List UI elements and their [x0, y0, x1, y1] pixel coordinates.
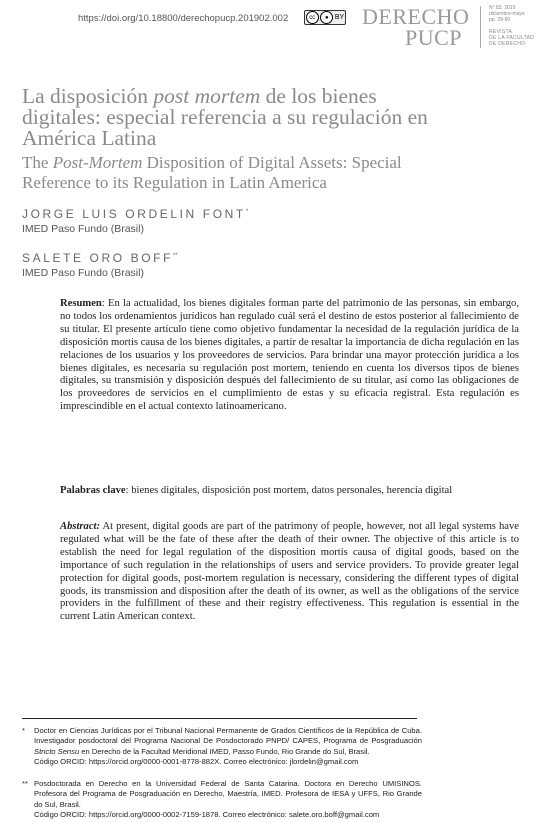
journal-desc-line: DE DERECHO — [489, 41, 526, 48]
abstract-text: At present, digital goods are part of the patrimony of people, however, not all legal systems have regulated what will be the fate of these after the death of their owner. The objective of this article is to establish the need for legal regulation of the disposition mortis causa of digital goods, based on the importance of such regulation in the relationships of users and service providers. To provide greater legal protection for digital goods, post-mortem regulation is necessary, considering the different types of digital goods, its transmission and disposition after the death of its owner, as well as the obligations of the service providers in the fulfillment of these and their registry effectiveness. This regulation is essential in the current Latin American context. — [60, 521, 519, 623]
author-name — [22, 207, 248, 221]
footnote-body — [34, 726, 422, 767]
footnote — [22, 779, 422, 820]
abstract-paragraph — [60, 521, 519, 624]
footnote-text: Posdoctorada en Derecho en la Universidad Federal de Santa Catarina. Doctora en Derecho UMISINOS. Profesora del Programa de Posgraduación en Derecho, Maestría, IMED. Profesora de IESA y UFFS, Rio Grande do Sul, Brasil. — [34, 779, 422, 809]
journal-description — [489, 29, 534, 48]
footnote-mark[interactable]: ** — [173, 253, 178, 259]
author-name-text: JORGE LUIS ORDELIN FONT — [22, 207, 246, 221]
resumen-label: Resumen — [60, 298, 102, 309]
title-text: de los bienes digitales: especial referencia a su regulación en América Latina — [22, 84, 428, 150]
title-spanish — [22, 86, 442, 149]
issue-pages: pp. 29-60 — [489, 17, 511, 24]
title-italic: post mortem — [153, 84, 261, 108]
author-name — [22, 251, 178, 265]
footnote-rule — [22, 718, 417, 719]
issue-period: diciembre-mayo — [489, 11, 525, 18]
logo-divider — [480, 6, 481, 48]
author-affiliation: IMED Paso Fundo (Brasil) — [22, 267, 144, 279]
footnote-mark: ** — [22, 779, 28, 788]
title-text: Disposition of Digital Assets: Special Reference to its Regulation in Latin America — [22, 153, 402, 192]
author-affiliation: IMED Paso Fundo (Brasil) — [22, 223, 144, 235]
issue-number: N° 83, 2019 — [489, 5, 516, 11]
by-icon: ● — [320, 11, 333, 24]
journal-logo-pucp: PUCP — [405, 25, 463, 50]
footnote-italic: Stricto Sensu — [34, 746, 80, 756]
footnote-text: Doctor en Ciencias Jurídicas por el Tribunal Nacional Permanente de Grados Científicos de la República de Cuba. Investigador posdoctoral del Programa Nacional De Posdoctorado PNPD/ CAPES, Programa de Posgraduación — [34, 726, 422, 746]
author-name-text: SALETE ORO BOFF — [22, 251, 174, 265]
footnote-mark[interactable]: * — [245, 209, 249, 215]
resumen-paragraph — [60, 298, 519, 414]
title-english — [22, 153, 442, 193]
journal-desc-line: REVISTA — [489, 29, 513, 35]
footnote-orcid[interactable]: Código ORCID: https://orcid.org/0000-0001-8778-882X. Correo electrónico: jlordelin@gmail.com — [34, 756, 359, 766]
footnote-mark: * — [22, 726, 25, 735]
creative-commons-badge — [304, 10, 346, 25]
cc-icon: cc — [306, 11, 319, 24]
abstract-label: Abstract: — [60, 521, 101, 532]
cc-by-label: BY — [334, 14, 345, 21]
footnote-orcid[interactable]: Código ORCID: https://orcid.org/0000-0002-7159-1878. Correo electrónico: salete.oro.boff@gmail.com — [34, 809, 380, 819]
footnote-text: en Derecho de la Facultad Meridional IMED, Passo Fundo, Rio Grande do Sul, Brasil. — [79, 746, 370, 756]
journal-desc-line: DE LA FACULTAD — [489, 35, 535, 42]
title-text: The — [22, 153, 53, 172]
footnote-body — [34, 779, 422, 820]
resumen-text: : En la actualidad, los bienes digitales forman parte del patrimonio de las personas, sin embargo, no todos los ordenamientos jurídicos han regulado cuál será el destino de estos posterior al fallecimiento de su titular. El presente artículo tiene como objetivo fundamentar la necesidad de la regulación jurídica de la disposición mortis causa de los bienes digitales, a partir de resaltar la importancia de dicha regulación en las relaciones de los usuarios y los proveedores de servicios. Para brindar una mayor protección jurídica a los bienes digitales, es necesaria su regulación post mortem, teniendo en cuenta los diversos tipos de bienes digitales, su transmisión y disposición después del fallecimiento de su titular, así como las obligaciones de los proveedores de servicios en el cumplimiento de estas y su eficacia registral. Esta regulación es imprescindible en el actual contexto latinoamericano. — [60, 298, 519, 413]
footnote — [22, 726, 422, 767]
title-text: La disposición — [22, 84, 154, 108]
title-italic: Post-Mortem — [52, 153, 143, 172]
keywords-label: Palabras clave — [60, 485, 126, 496]
issue-info — [489, 5, 525, 24]
keywords-paragraph — [60, 485, 519, 498]
keywords-text: : bienes digitales, disposición post mortem, datos personales, herencia digital — [125, 485, 453, 496]
journal-logo-derecho: DERECHO — [362, 4, 470, 29]
doi-link[interactable]: https://doi.org/10.18800/derechopucp.201902.002 — [78, 13, 289, 24]
